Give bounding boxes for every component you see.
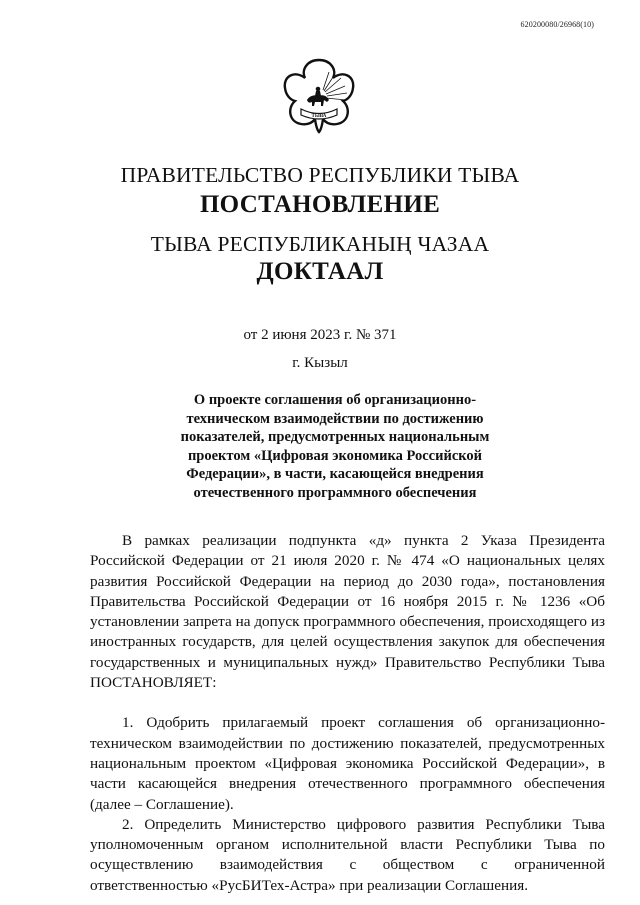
title-line: показателей, предусмотренных национальным [180, 429, 490, 445]
emblem-banner-text: ТЫВА [311, 114, 327, 119]
title-line: Федерации», в части, касающейся внедрения [186, 466, 484, 482]
coat-of-arms-emblem [279, 56, 359, 136]
title-line: техническом взаимодействии по достижению [186, 410, 484, 427]
document-number: 620200080/26968(10) [520, 20, 594, 29]
clause-1-paragraph: 1. Одобрить прилагаемый проект соглашения об организационно-техническом взаимодействии по достижению показателей, предусмотренных национальным проектом «Цифровая экономика Российской Федерации», в части касающейся внедрения отечественного программного обеспечения (далее – Соглашение). [90, 714, 605, 813]
title-line: проектом «Цифровая экономика Российской [187, 447, 483, 464]
government-title-tuv: ТЫВА РЕСПУБЛИКАНЫҢ ЧАЗАА [150, 232, 490, 256]
title-line: О проекте соглашения об организационно- [193, 392, 477, 408]
preamble-paragraph: В рамках реализации подпункта «д» пункта 2 Указа Президента Российской Федерации от 21 июля 2020 г. № 474 «О национальных целях развития Российской Федерации на период до 2030 года», постановления Правительства Российской Федерации от 16 ноября 2015 г. № 1236 «Об установлении запрета на допуск программного обеспечения, происходящего из иностранных государств, для целей осуществления закупок для обеспечения государственных и муниципальных нужд» Правительство Республики Тыва ПОСТАНОВЛЯЕТ: [90, 532, 605, 692]
title-line: отечественного программного обеспечения [193, 484, 477, 501]
clause-2-paragraph: 2. Определить Министерство цифрового развития Республики Тыва уполномоченным органом исполнительной власти Республики Тыва по осуществлению взаимодействия с обществом с ограниченной ответственностью «РусБИТех-Астра» при реализации Соглашения. [90, 815, 605, 894]
government-title-ru: ПРАВИТЕЛЬСТВО РЕСПУБЛИКИ ТЫВА [120, 163, 520, 187]
document-type-tuv: ДОКТААЛ [256, 258, 384, 285]
resolution-body [90, 531, 605, 896]
document-type-ru: ПОСТАНОВЛЕНИЕ [199, 191, 441, 218]
city: г. Кызыл [292, 355, 348, 371]
resolution-title [150, 391, 520, 502]
date-and-number: от 2 июня 2023 г. № 371 [243, 327, 397, 343]
